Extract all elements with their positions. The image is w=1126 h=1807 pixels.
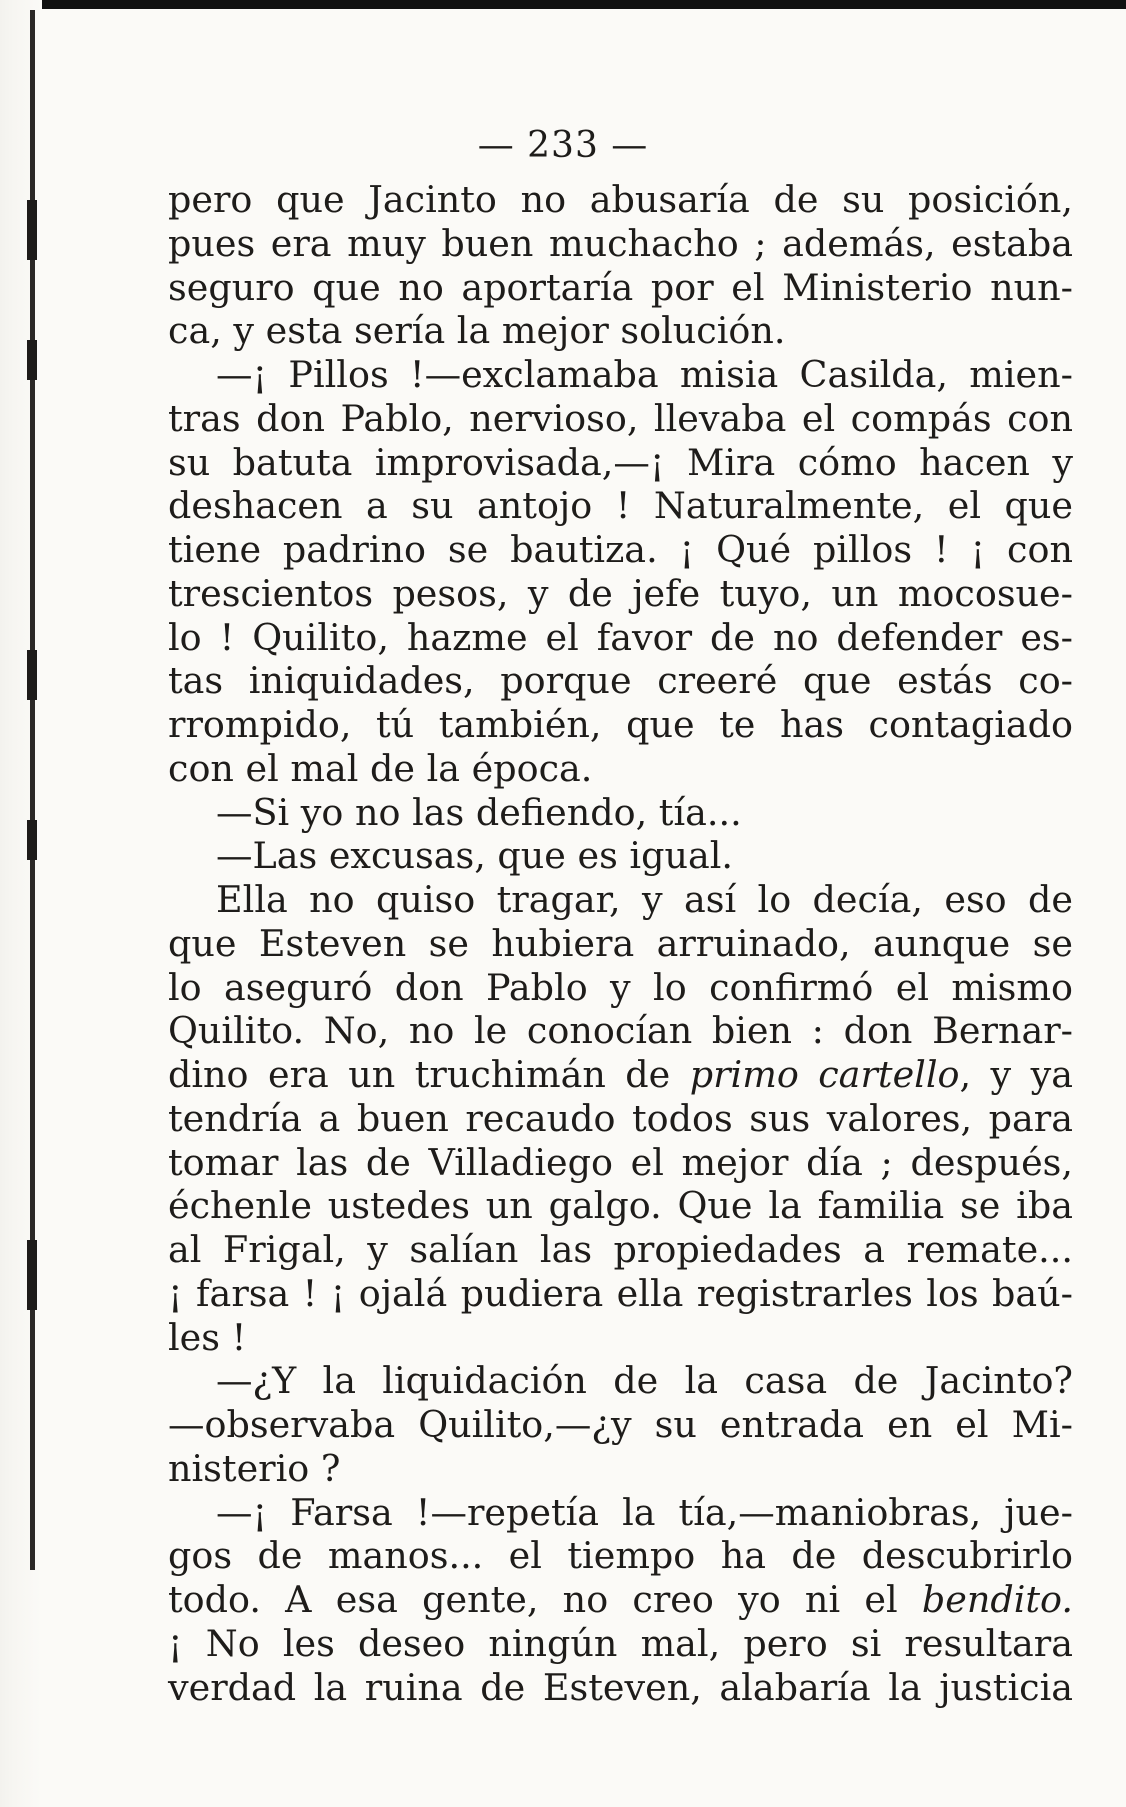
italic-phrase: primo cartello <box>689 1053 960 1096</box>
text-line <box>168 1578 1073 1622</box>
italic-phrase: bendito. <box>921 1578 1073 1621</box>
text-line: deshacen a su antojo ! Naturalmente, el que <box>168 484 1073 528</box>
text-line: tendría a buen recaudo todos sus valores, para <box>168 1096 1073 1140</box>
text-line: nisterio ? <box>168 1446 341 1490</box>
text-line: pero que Jacinto no abusaría de su posición, <box>168 178 1073 221</box>
page-gutter <box>0 0 42 1807</box>
page-number: — 233 — <box>477 125 649 166</box>
text-line: Quilito. No, no le conocían bien : don Bernar- <box>168 1009 1073 1053</box>
binding-mark <box>27 650 37 700</box>
text-line: trescientos pesos, y de jefe tuyo, un mocosue- <box>168 571 1073 615</box>
text-segment: todo. A esa gente, no creo yo ni el <box>168 1578 922 1621</box>
text-line: tiene padrino se bautiza. ¡ Qué pillos ! ¡ con <box>168 528 1073 571</box>
text-line: seguro que no aportaría por el Ministerio nun- <box>168 265 1073 309</box>
text-line: les ! <box>168 1315 247 1359</box>
text-line: —Las excusas, que es igual. <box>216 834 733 878</box>
top-border-rule <box>0 0 1126 9</box>
text-line: gos de manos... el tiempo ha de descubrirlo <box>168 1534 1073 1578</box>
text-line: pues era muy buen muchacho ; además, estaba <box>168 221 1073 265</box>
binding-mark <box>27 820 37 860</box>
text-line: lo ! Quilito, hazme el favor de no defender es- <box>168 615 1073 659</box>
text-line: tas iniquidades, porque creeré que estás co- <box>168 659 1073 703</box>
text-line <box>168 1053 1073 1097</box>
text-line: rrompido, tú también, que te has contagiado <box>168 703 1073 746</box>
binding-mark <box>27 1240 37 1310</box>
text-line: ca, y esta sería la mejor solución. <box>168 309 786 353</box>
text-line: —¡ Farsa !—repetía la tía,—maniobras, jue- <box>216 1490 1073 1534</box>
text-line: —¿Y la liquidación de la casa de Jacinto? <box>216 1359 1073 1403</box>
text-line: tras don Pablo, nervioso, llevaba el compás con <box>168 396 1073 440</box>
text-line: Ella no quiso tragar, y así lo decía, eso de <box>216 878 1073 921</box>
text-line: lo aseguró don Pablo y lo confirmó el mismo <box>168 965 1073 1009</box>
body-text <box>168 178 1073 1709</box>
text-line: con el mal de la época. <box>168 746 593 790</box>
text-line: su batuta improvisada,—¡ Mira cómo hacen y <box>168 440 1073 484</box>
text-segment: dino era un truchimán de <box>168 1053 690 1096</box>
text-segment: , y ya <box>959 1053 1074 1096</box>
text-line: al Frigal, y salían las propiedades a remate... <box>168 1228 1073 1271</box>
text-line: ¡ farsa ! ¡ ojalá pudiera ella registrarles los baú- <box>168 1271 1073 1315</box>
binding-mark <box>27 340 37 380</box>
text-line: tomar las de Villadiego el mejor día ; después, <box>168 1140 1073 1184</box>
text-line: échenle ustedes un galgo. Que la familia se iba <box>168 1184 1073 1228</box>
text-line: —Si yo no las defiendo, tía... <box>216 790 742 834</box>
binding-mark <box>27 200 37 260</box>
text-line: verdad la ruina de Esteven, alabaría la justicia <box>168 1665 1073 1709</box>
text-line: ¡ No les deseo ningún mal, pero si resultara <box>168 1621 1073 1665</box>
text-line: —observaba Quilito,—¿y su entrada en el Mi- <box>168 1403 1073 1446</box>
text-line: que Esteven se hubiera arruinado, aunque se <box>168 921 1073 965</box>
text-line: —¡ Pillos !—exclamaba misia Casilda, mien- <box>216 353 1073 396</box>
